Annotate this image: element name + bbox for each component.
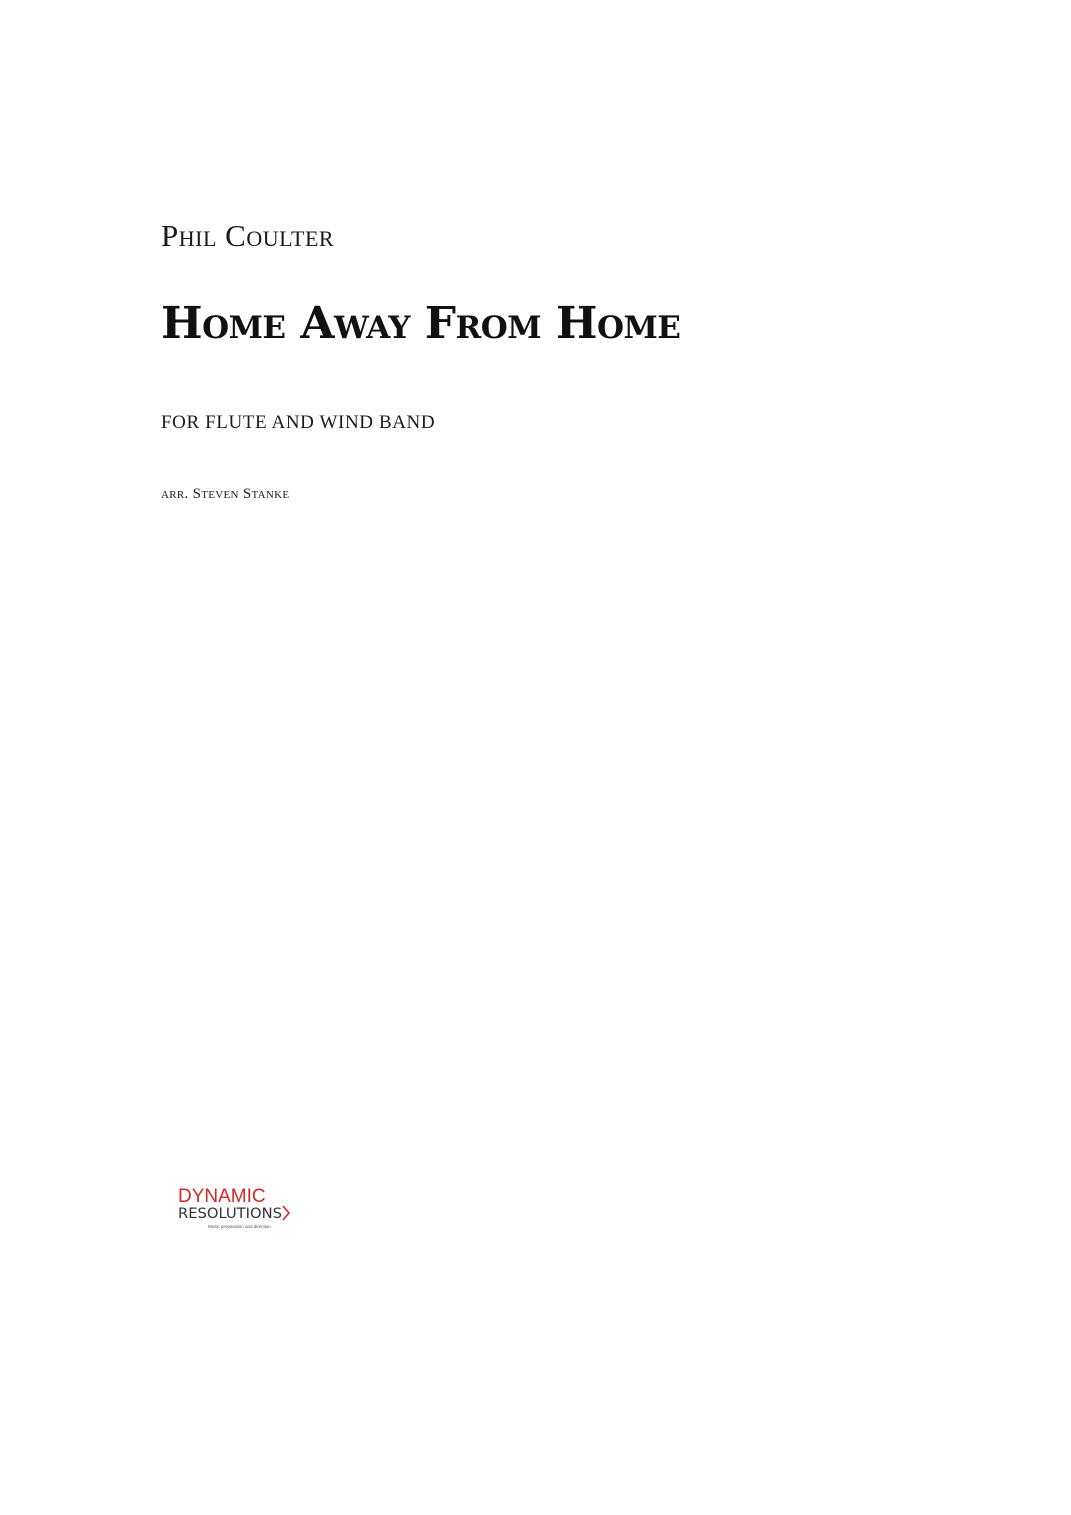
composer-name: Phil Coulter: [161, 218, 335, 253]
arranger-credit: arr. Steven Stanke: [161, 486, 290, 502]
logo-chevron-icon: [283, 1206, 289, 1220]
logo-tagline: Music preparation and direction: [208, 1224, 271, 1229]
piece-title: Home Away From Home: [161, 298, 681, 349]
publisher-logo: [176, 1184, 296, 1234]
logo-line2: RESOLUTIONS: [178, 1206, 282, 1222]
instrumentation-subtitle: FOR FLUTE AND WIND BAND: [161, 412, 436, 433]
logo-line1: DYNAMIC: [178, 1186, 266, 1207]
